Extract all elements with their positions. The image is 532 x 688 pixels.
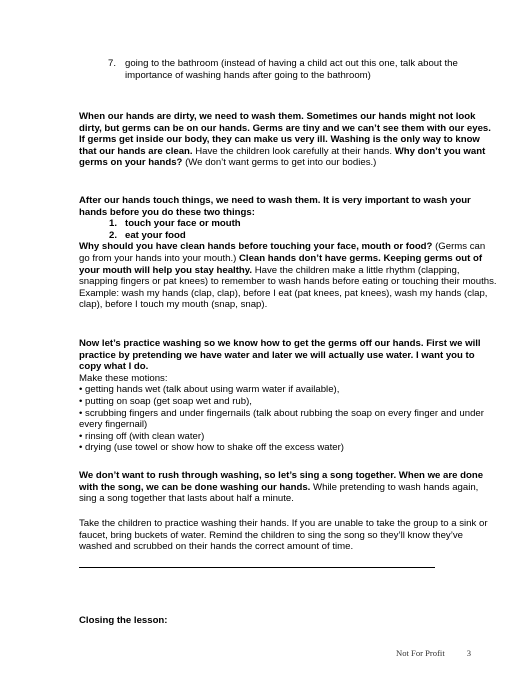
bold-text: Now let’s practice washing so we know how to get the germs off our hands. First we will practice by pretending we have water and later we will actually use water. I want you to copy what I do. (79, 338, 481, 373)
bullet-item: • rinsing off (with clean water) (79, 430, 205, 442)
paragraph-song (79, 470, 497, 505)
bullet-item: • drying (use towel or show how to shake off the excess water) (79, 442, 345, 454)
bullet-item: • putting on soap (get soap wet and rub), (79, 395, 252, 407)
closing-heading: Closing the lesson: (79, 615, 168, 626)
list-item-text: going to the bathroom (instead of having a child act out this one, talk about the importance of washing hands after going to the bathroom) (125, 58, 458, 81)
bold-text: After our hands touch things, we need to wash them. It is very important to wash your hands before you do these two things: (79, 195, 471, 218)
bold-text: We don’t want to rush through washing, so let’s sing a song together. When we are done with the song, we can be done washing our hands. (79, 470, 484, 493)
page-footer (396, 648, 471, 658)
normal-text: Have the children look carefully at their hands. (192, 145, 395, 157)
numbered-list (79, 218, 497, 241)
list-item: 2. eat your food (109, 229, 186, 241)
page-number: 3 (466, 648, 471, 658)
paragraph-practice-washing (79, 338, 497, 454)
bold-question: Why don’t you want germs on your hands? (79, 145, 486, 169)
bold-text-2: Clean hands don’t have germs. Keeping germs out of your mouth will help you stay healthy. (79, 252, 483, 276)
paragraph-germs-intro (79, 111, 497, 169)
paragraph-when-to-wash (79, 195, 497, 311)
horizontal-rule (79, 567, 435, 568)
bullet-item: • getting hands wet (talk about using warm water if available), (79, 384, 340, 396)
list-item-number: 7. (108, 58, 117, 69)
paragraph-practice-real: Take the children to practice washing their hands. If you are unable to take the group to a sink or faucet, bring buckets of water. Remind the children to sing the song so they’ll know they’ve washed and scrubbed on their hands the correct amount of time. (79, 518, 488, 553)
motions-intro: Make these motions: (79, 372, 168, 384)
bold-question: Why should you have clean hands before touching your face, mouth or food? (79, 241, 433, 253)
normal-text: (Germs can go from your hands into your mouth.) (79, 241, 486, 264)
normal-text: While pretending to wash hands again, sing a song together that lasts about half a minute. (79, 481, 479, 505)
normal-text-2: (We don’t want germs to get into our bodies.) (182, 157, 377, 169)
footer-label: Not For Profit (396, 648, 445, 658)
list-item: 1. touch your face or mouth (109, 218, 241, 230)
bullet-item: • scrubbing fingers and under fingernails (talk about rubbing the soap on every finger and under every fingernail) (79, 407, 484, 431)
bold-text: When our hands are dirty, we need to wash them. Sometimes our hands might not look dirty, but germs can be on our hands. Germs are tiny and we can’t see them with our eyes. If germs get inside our body, they can make us very ill. Washing is the only way to know that our hands are clean. (79, 111, 491, 157)
list-item-7 (108, 58, 488, 81)
normal-text-2: Have the children make a little rhythm (clapping, snapping fingers or pat knees) to remember to wash hands before eating or touching their mouths. Example: wash my hands (clap, clap), before I eat (pat knees, pat knees), wash my hands (clap, clap), before I touch my mouth (snap, snap). (79, 264, 497, 311)
